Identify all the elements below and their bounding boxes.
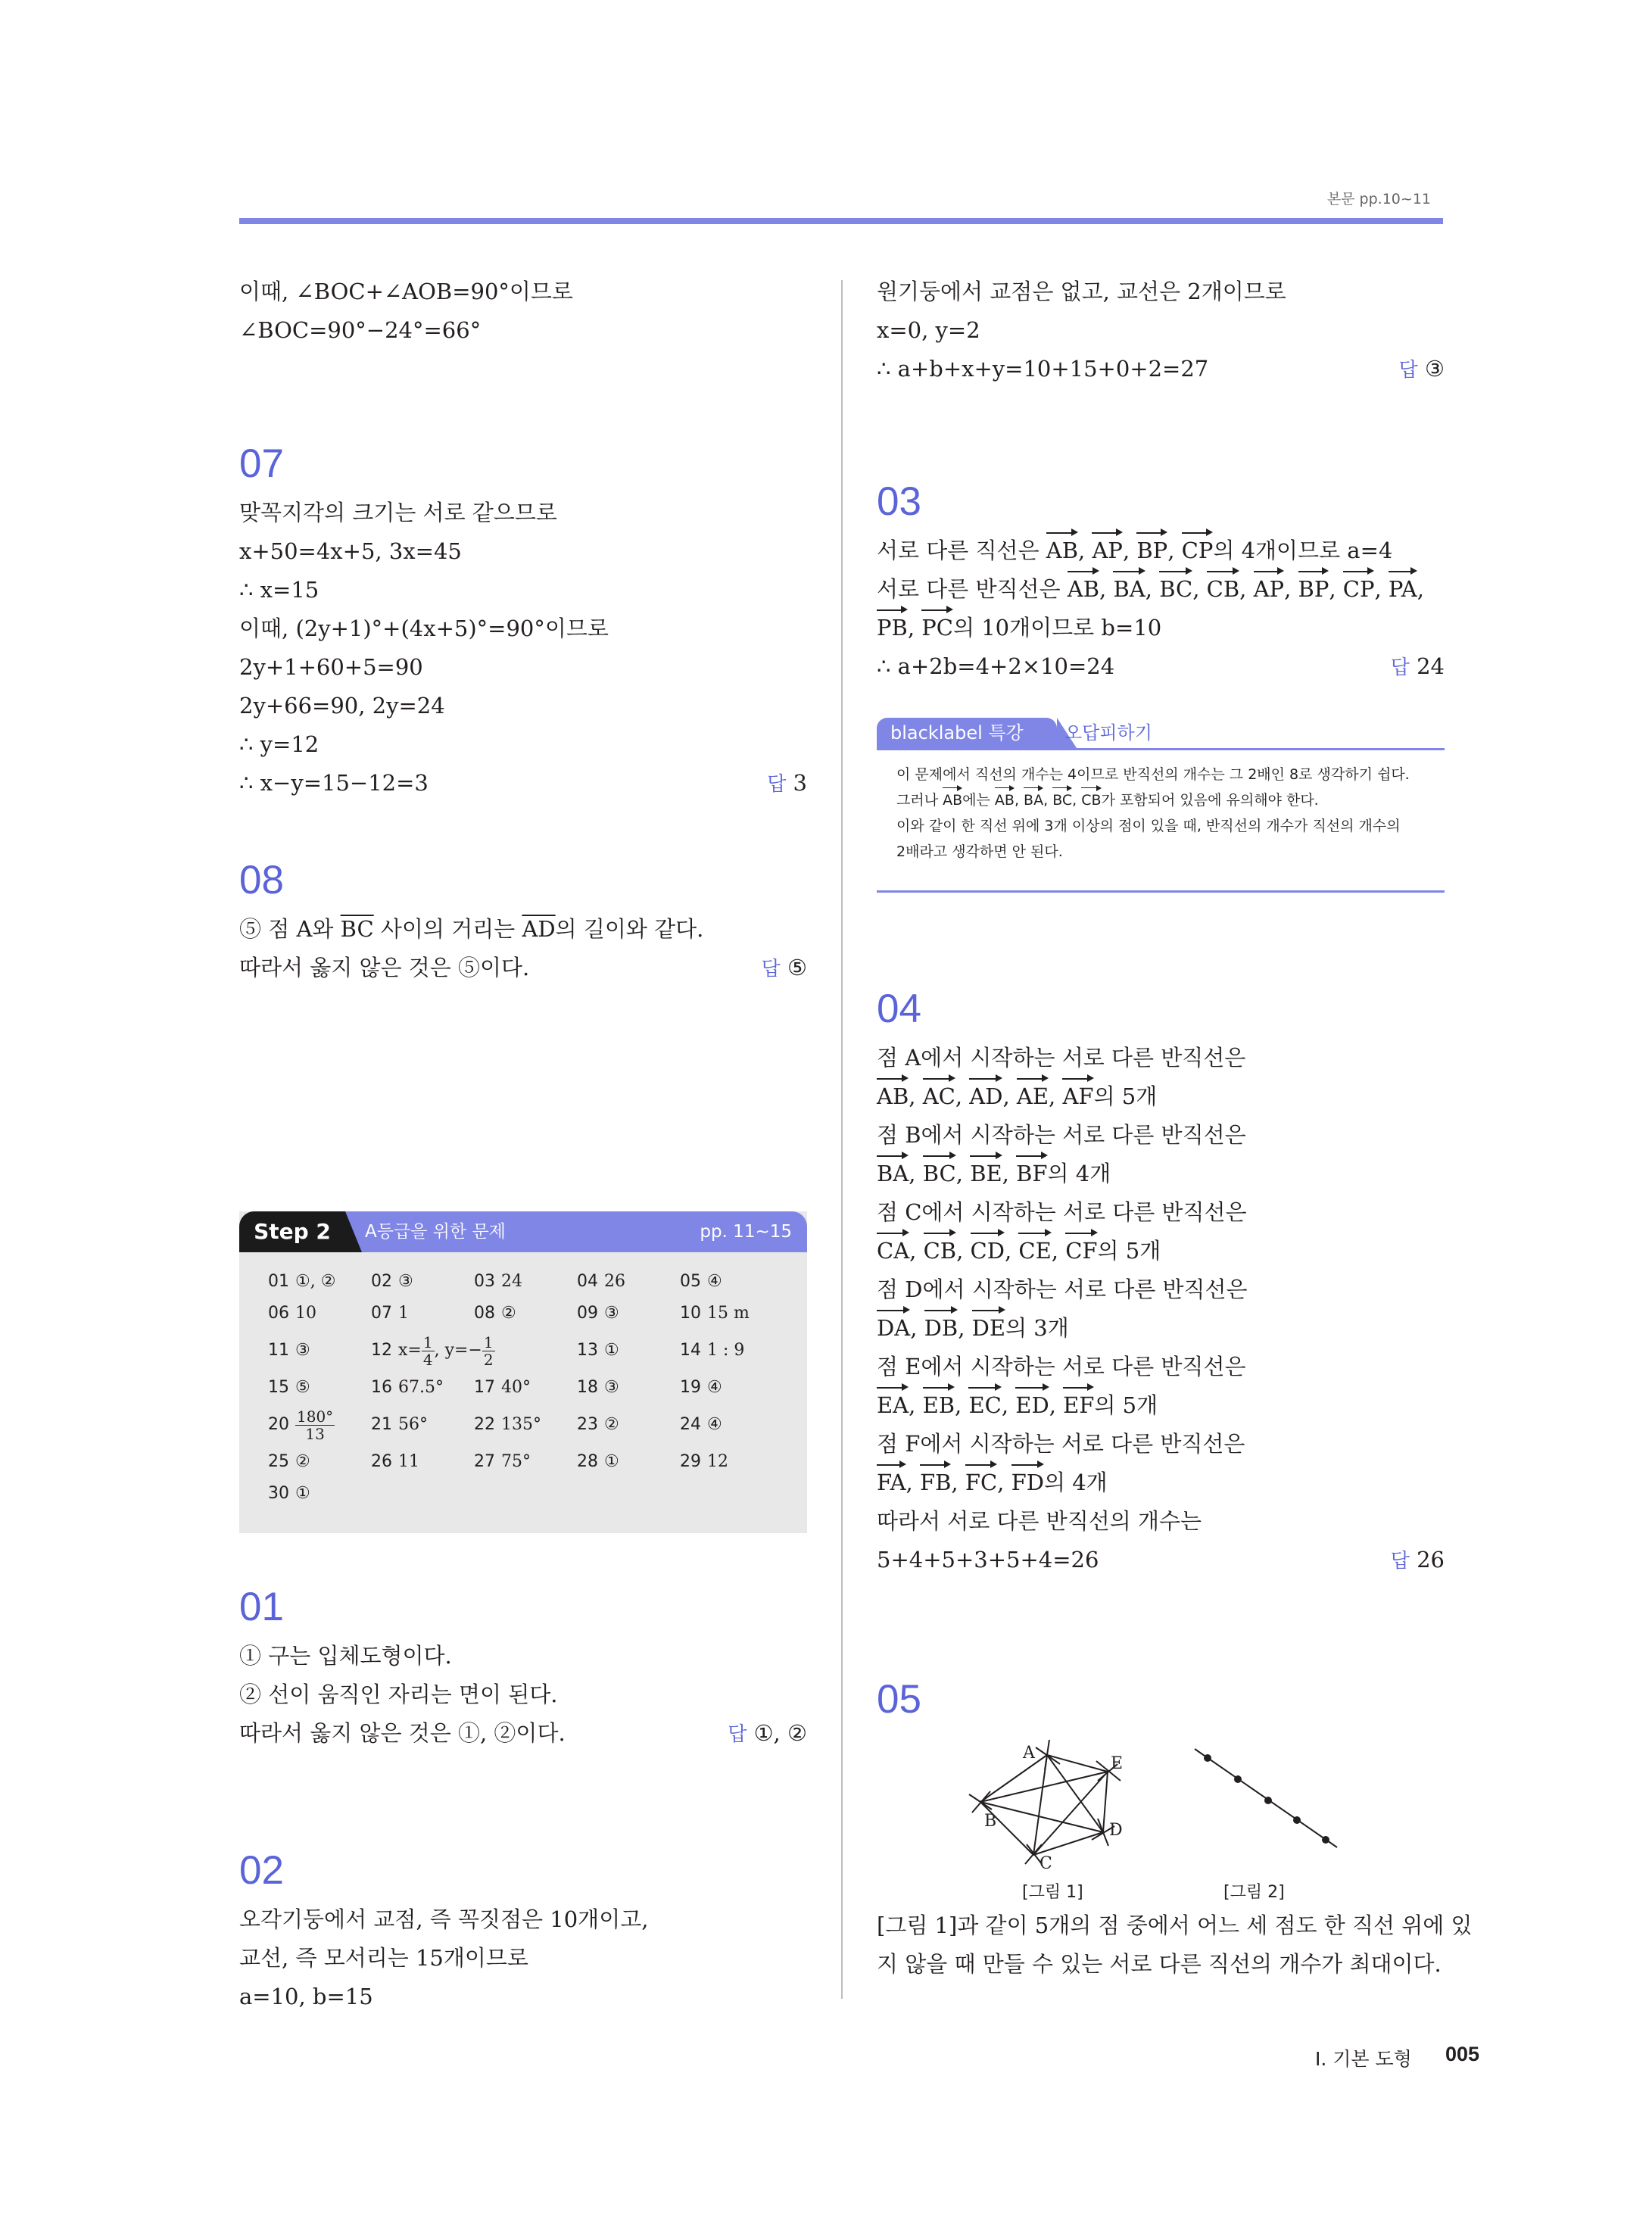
ray-symbol: PA	[1389, 570, 1417, 609]
ray-symbol: CB	[1207, 570, 1240, 609]
text-line: 지 않을 때 만들 수 있는 서로 다른 직선의 개수가 최대이다.	[877, 1951, 1442, 1977]
numerator: 180°	[297, 1407, 334, 1426]
answer-val: 10	[295, 1304, 316, 1323]
text-line-content: 따라서 옳지 않은 것은 ①, ②이다.	[239, 1720, 566, 1746]
ray-symbol: EC	[968, 1386, 1001, 1425]
answer-cell	[680, 1266, 722, 1298]
answer-cell	[371, 1372, 444, 1404]
ray-symbol: AF	[1062, 1077, 1093, 1116]
problem-number-08: 08	[239, 858, 284, 902]
text-segment: 서로 다른 직선은	[877, 538, 1046, 563]
answer-prefix: 답	[728, 1723, 747, 1746]
answer-val: 67.5°	[398, 1378, 444, 1397]
answer-prefix: 답	[1398, 359, 1418, 382]
segment-label: $\overline{BC}$	[340, 916, 374, 942]
problem-07-body	[239, 494, 807, 803]
line-symbol: AB	[1046, 531, 1078, 570]
answer-cell	[474, 1298, 516, 1329]
answer-prefix: 답	[767, 773, 787, 796]
denominator: 2	[483, 1350, 494, 1369]
answer-val: 11	[398, 1452, 419, 1471]
answer-cell	[371, 1298, 409, 1329]
ray-symbol: DA	[877, 1309, 910, 1348]
text-segment: 의 4개	[1047, 1161, 1111, 1186]
answer-cell	[268, 1446, 310, 1478]
problem-05-body	[877, 1906, 1473, 1984]
answer-cell	[371, 1404, 428, 1446]
fraction	[422, 1334, 435, 1368]
ray-symbol: EB	[923, 1386, 955, 1425]
ray-symbol: DE	[972, 1309, 1005, 1348]
numerator: 1	[483, 1333, 494, 1351]
answer-num: 18	[577, 1378, 598, 1397]
answer	[1399, 350, 1445, 390]
point-label-c: C	[1040, 1854, 1052, 1870]
text-line: [그림 1]과 같이 5개의 점 중에서 어느 세 점도 한 직선 위에 있	[877, 1912, 1473, 1938]
answer-val: ②	[295, 1452, 310, 1471]
answer-num: 28	[577, 1452, 598, 1471]
answer-val: 56°	[398, 1415, 428, 1434]
answer	[1391, 1541, 1445, 1581]
answer-num: 11	[268, 1341, 289, 1360]
ray-symbol: BF	[1016, 1155, 1047, 1193]
answer-prefix: 답	[1390, 656, 1410, 679]
figure-1-pentagon	[969, 1740, 1124, 1864]
problem-08-body	[239, 910, 807, 987]
answer-num: 05	[680, 1272, 701, 1291]
answer-val: 75°	[501, 1452, 531, 1471]
text-line-content: 5+4+5+3+5+4=26	[877, 1547, 1099, 1573]
answer-num: 19	[680, 1378, 701, 1397]
text-line	[239, 1714, 807, 1753]
text-line: 따라서 서로 다른 반직선의 개수는	[877, 1508, 1202, 1534]
text-line	[877, 350, 1445, 388]
ray-symbol: PB	[877, 609, 908, 647]
intro-block	[239, 273, 807, 350]
answer-num: 10	[680, 1304, 701, 1323]
text-line: 오각기둥에서 교점, 즉 꼭짓점은 10개이고,	[239, 1906, 649, 1932]
page-reference: 본문 pp.10~11	[1326, 191, 1431, 207]
text-line-content: ∴ a+2b=4+2×10=24	[877, 653, 1115, 679]
ray-symbol: FD	[1011, 1464, 1044, 1502]
figure-1-labels	[984, 1744, 1123, 1870]
answer-cell	[577, 1446, 619, 1478]
text-segment: 사이의 거리는	[373, 916, 522, 942]
answer-num: 24	[680, 1415, 701, 1434]
blacklabel-body	[896, 762, 1442, 865]
answer-val: ③	[604, 1304, 619, 1323]
ray-symbol: AB	[1068, 570, 1099, 609]
answer-value: ③	[1425, 356, 1445, 382]
text-line: 서로 다른 반직선은 AB, BA, BC, CB, AP, BP, CP, PA,	[877, 570, 1445, 609]
problem-04-body	[877, 1039, 1445, 1579]
answer-val: ③	[295, 1341, 310, 1360]
answer-cell	[371, 1329, 495, 1372]
answer-cell	[268, 1372, 310, 1404]
problem-03-body	[877, 531, 1445, 686]
text-line: 2y+66=90, 2y=24	[239, 693, 445, 719]
answer-cell	[577, 1404, 619, 1446]
answer-num: 27	[474, 1452, 495, 1471]
answer-num: 09	[577, 1304, 598, 1323]
page-number: 005	[1445, 2043, 1480, 2065]
problem-05-figures	[877, 1734, 1445, 1870]
answer-val: ①	[295, 1484, 310, 1503]
text-line: 교선, 즉 모서리는 15개이므로	[239, 1945, 528, 1971]
answer-num: 23	[577, 1415, 598, 1434]
text-segment: 그러나	[896, 792, 943, 809]
note-line: 이 문제에서 직선의 개수는 4이므로 반직선의 개수는 그 2배인 8로 생각하기 쉽다.	[896, 766, 1410, 783]
answer-value: 24	[1417, 653, 1445, 679]
problem-01-body	[239, 1637, 807, 1753]
text-line: ∴ y=12	[239, 731, 319, 757]
text-line	[239, 910, 807, 949]
answer-num: 08	[474, 1304, 495, 1323]
answer-num: 02	[371, 1272, 392, 1291]
step2-label: Step 2	[239, 1211, 345, 1252]
text-segment: 의 5개	[1093, 1083, 1158, 1109]
ray-symbol: BC	[1052, 787, 1072, 813]
answer-val: ④	[707, 1378, 722, 1397]
answer-num: 20	[268, 1415, 289, 1434]
answer-cell	[268, 1266, 335, 1298]
divider	[877, 748, 1445, 750]
note-line: 그러나 AB에는 AB, BA, BC, CB가 포함되어 있음에 유의해야 한다.	[896, 787, 1442, 813]
text-line: a=10, b=15	[239, 1984, 373, 2009]
ray-symbol: AC	[923, 1077, 955, 1116]
answer-cell	[474, 1404, 541, 1446]
text-segment: 의 5개	[1094, 1392, 1158, 1418]
divider	[877, 890, 1445, 893]
answer-cell	[474, 1372, 531, 1404]
problem-number-03: 03	[877, 479, 921, 524]
line-symbol: AB	[943, 787, 962, 813]
ray-symbol: CB	[924, 1232, 957, 1270]
ray-symbol: AB	[877, 1077, 909, 1116]
segment-label: $\overline{AD}$	[522, 916, 556, 942]
text-line: ∴ x=15	[239, 577, 319, 603]
answer-cell	[268, 1478, 310, 1510]
answer-val: , y=−	[434, 1341, 482, 1360]
answer-cell	[680, 1372, 722, 1404]
text-line: PB, PC의 10개이므로 b=10	[877, 609, 1445, 647]
answer-num: 21	[371, 1415, 392, 1434]
answer	[762, 949, 807, 989]
answer-val: 12	[707, 1452, 728, 1471]
line-symbol: BP	[1136, 531, 1167, 570]
answer-cell	[268, 1329, 310, 1372]
text-segment: 의 3개	[1005, 1315, 1069, 1341]
ray-symbol: FA	[877, 1464, 906, 1502]
ray-symbol: PC	[921, 609, 953, 647]
fraction	[295, 1408, 335, 1442]
text-segment: 의 4개이므로 a=4	[1213, 538, 1393, 563]
answer-cell	[577, 1372, 619, 1404]
answer-num: 17	[474, 1378, 495, 1397]
answer-prefix: 답	[761, 958, 781, 980]
denominator: 4	[422, 1350, 433, 1369]
answer-val: 40°	[501, 1378, 531, 1397]
text-segment: 의 길이와 같다.	[555, 916, 704, 942]
answer-val: x=	[398, 1341, 422, 1360]
text-line: FA, FB, FC, FD의 4개	[877, 1464, 1445, 1502]
answer-cell	[268, 1298, 316, 1329]
ray-symbol: BE	[970, 1155, 1002, 1193]
ray-symbol: FC	[965, 1464, 997, 1502]
text-line: 원기둥에서 교점은 없고, 교선은 2개이므로	[877, 279, 1286, 304]
answer-num: 01	[268, 1272, 289, 1291]
text-line: 점 B에서 시작하는 서로 다른 반직선은	[877, 1122, 1246, 1148]
step2-answer-table	[239, 1211, 807, 1533]
text-line: 2y+1+60+5=90	[239, 654, 423, 680]
fraction	[482, 1334, 495, 1368]
ray-symbol: EA	[877, 1386, 909, 1425]
text-line: 이때, ∠BOC+∠AOB=90°이므로	[239, 279, 573, 304]
answer-value: 26	[1417, 1547, 1445, 1573]
problem-number-02: 02	[239, 1848, 284, 1893]
ray-symbol: AP	[1254, 570, 1284, 609]
answer-num: 14	[680, 1341, 701, 1360]
text-line-content: ∴ a+b+x+y=10+15+0+2=27	[877, 356, 1209, 382]
figure-2-collinear-points	[1195, 1749, 1337, 1847]
column-divider	[841, 280, 843, 1999]
text-segment: 의 10개이므로 b=10	[952, 615, 1162, 641]
answer-val: 1	[398, 1304, 409, 1323]
text-segment: 서로 다른 반직선은	[877, 576, 1068, 602]
answer	[728, 1714, 807, 1754]
text-line	[877, 1541, 1445, 1579]
ray-symbol: CP	[1343, 570, 1375, 609]
ray-symbol: CE	[1018, 1232, 1051, 1270]
point-label-b: B	[984, 1812, 997, 1831]
point-label-e: E	[1111, 1754, 1124, 1773]
answer-cell	[680, 1404, 722, 1446]
answer-val: ③	[398, 1272, 413, 1291]
text-line	[239, 764, 807, 803]
problem-02-body	[239, 1900, 807, 2016]
text-line: DA, DB, DE의 3개	[877, 1309, 1445, 1348]
answer-cell	[474, 1266, 522, 1298]
text-line: 서로 다른 직선은 AB, AP, BP, CP의 4개이므로 a=4	[877, 531, 1445, 570]
point-label-a: A	[1023, 1744, 1035, 1763]
answer-val: 24	[501, 1272, 522, 1291]
answer-num: 29	[680, 1452, 701, 1471]
text-line: 점 F에서 시작하는 서로 다른 반직선은	[877, 1431, 1245, 1457]
answer-num: 30	[268, 1484, 289, 1503]
blacklabel-subtitle: 오답피하기	[1064, 722, 1152, 743]
ray-symbol: BA	[877, 1155, 909, 1193]
line-symbol: AP	[1092, 531, 1122, 570]
answer-val: ④	[707, 1415, 722, 1434]
ray-symbol: BC	[1159, 570, 1192, 609]
answer-cell	[680, 1446, 728, 1478]
answer-cell	[680, 1298, 750, 1329]
answer-num: 13	[577, 1341, 598, 1360]
text-segment: 의 4개	[1043, 1470, 1108, 1495]
text-line: x=0, y=2	[877, 317, 980, 343]
answer-val: ①, ②	[295, 1272, 336, 1291]
note-line: 이와 같이 한 직선 위에 3개 이상의 점이 있을 때, 반직선의 개수가 직선의 개수의	[896, 818, 1401, 834]
text-line-content: ∴ x−y=15−12=3	[239, 770, 429, 796]
denominator: 13	[305, 1424, 325, 1443]
text-line	[239, 949, 807, 987]
answer-val: ①	[604, 1452, 619, 1471]
step2-header	[239, 1211, 807, 1252]
answer-val: 15 m	[707, 1304, 750, 1323]
text-segment: 가 포함되어 있음에 유의해야 한다.	[1101, 792, 1319, 809]
text-line	[877, 647, 1445, 686]
problem-number-07: 07	[239, 441, 284, 486]
answer-val: ④	[707, 1272, 722, 1291]
ray-symbol: BA	[1113, 570, 1145, 609]
answer-val: ③	[604, 1378, 619, 1397]
answer-cell	[474, 1446, 531, 1478]
answer-prefix: 답	[1390, 1550, 1410, 1573]
ray-symbol: BA	[1024, 787, 1043, 813]
problem-number-01: 01	[239, 1585, 284, 1629]
answer-val: 135°	[501, 1415, 541, 1434]
answer-cell	[577, 1329, 619, 1372]
text-line: EA, EB, EC, ED, EF의 5개	[877, 1386, 1445, 1425]
point-label-d: D	[1109, 1821, 1123, 1840]
ray-symbol: BP	[1298, 570, 1329, 609]
ray-symbol: FB	[920, 1464, 951, 1502]
text-line: ② 선이 움직인 자리는 면이 된다.	[239, 1682, 558, 1707]
ray-symbol: AD	[969, 1077, 1002, 1116]
answer-val: ⑤	[295, 1378, 310, 1397]
ray-symbol: CF	[1065, 1232, 1097, 1270]
ray-symbol: CD	[971, 1232, 1005, 1270]
answer-num: 22	[474, 1415, 495, 1434]
ray-symbol: EF	[1063, 1386, 1094, 1425]
answer-val: ①	[604, 1341, 619, 1360]
answer-num: 26	[371, 1452, 392, 1471]
text-line: ① 구는 입체도형이다.	[239, 1643, 452, 1669]
text-line: CA, CB, CD, CE, CF의 5개	[877, 1232, 1445, 1270]
answer-val: ②	[501, 1304, 516, 1323]
answer-cell	[268, 1404, 335, 1446]
text-line: 점 C에서 시작하는 서로 다른 반직선은	[877, 1199, 1247, 1225]
answer	[767, 764, 807, 804]
ray-symbol: CB	[1081, 787, 1101, 813]
text-line-content: 따라서 옳지 않은 것은 ⑤이다.	[239, 955, 530, 980]
footer-section: Ⅰ. 기본 도형	[1315, 2048, 1412, 2070]
answer-num: 04	[577, 1272, 598, 1291]
text-segment: 에는	[962, 792, 995, 809]
answer-cell	[371, 1446, 419, 1478]
answer-val: ②	[604, 1415, 619, 1434]
answer-cell	[371, 1266, 413, 1298]
ray-symbol: AE	[1017, 1077, 1049, 1116]
text-line: 점 A에서 시작하는 서로 다른 반직선은	[877, 1045, 1246, 1071]
answer-num: 03	[474, 1272, 495, 1291]
text-line: 이때, (2y+1)°+(4x+5)°=90°이므로	[239, 616, 609, 641]
text-segment: ⑤ 점 A와	[239, 916, 341, 942]
note-line: 2배라고 생각하면 안 된다.	[896, 843, 1063, 860]
answer-val: 1 : 9	[707, 1341, 745, 1360]
line-symbol: CP	[1182, 531, 1214, 570]
answer-value: ①, ②	[753, 1720, 807, 1746]
text-line: 맞꼭지각의 크기는 서로 같으므로	[239, 500, 557, 525]
answer-cell	[577, 1266, 625, 1298]
text-line: ∠BOC=90°−24°=66°	[239, 317, 482, 343]
text-line: x+50=4x+5, 3x=45	[239, 538, 462, 564]
problem-number-04: 04	[877, 987, 921, 1031]
answer-value: 3	[793, 770, 807, 796]
step2-pages: pp. 11~15	[700, 1222, 792, 1242]
answer-value: ⑤	[787, 955, 807, 980]
blacklabel-tag: blacklabel 특강	[877, 718, 1057, 748]
answer-num: 16	[371, 1378, 392, 1397]
answer-num: 07	[371, 1304, 392, 1323]
answer-num: 15	[268, 1378, 289, 1397]
answer-num: 12	[371, 1341, 392, 1360]
text-line: AB, AC, AD, AE, AF의 5개	[877, 1077, 1445, 1116]
answer-cell	[680, 1329, 744, 1372]
answer-cell	[577, 1298, 619, 1329]
figure-caption-1: [그림 1]	[1022, 1883, 1083, 1902]
header-rule	[239, 218, 1443, 224]
answer-val: 26	[604, 1272, 625, 1291]
text-segment: 의 5개	[1097, 1238, 1161, 1264]
text-line: BA, BC, BE, BF의 4개	[877, 1155, 1445, 1193]
answer-num: 25	[268, 1452, 289, 1471]
problem-number-05: 05	[877, 1677, 921, 1722]
text-line: 점 D에서 시작하는 서로 다른 반직선은	[877, 1276, 1248, 1302]
answer	[1391, 647, 1445, 687]
answer-num: 06	[268, 1304, 289, 1323]
ray-symbol: CA	[877, 1232, 909, 1270]
figure-caption-2: [그림 2]	[1223, 1883, 1285, 1902]
ray-symbol: AB	[995, 787, 1015, 813]
numerator: 1	[422, 1333, 433, 1351]
ray-symbol: BC	[923, 1155, 956, 1193]
step2-title: A등급을 위한 문제	[365, 1222, 506, 1242]
text-line: 점 E에서 시작하는 서로 다른 반직선은	[877, 1354, 1246, 1379]
ray-symbol: ED	[1015, 1386, 1049, 1425]
continued-block	[877, 273, 1445, 388]
ray-symbol: DB	[924, 1309, 958, 1348]
